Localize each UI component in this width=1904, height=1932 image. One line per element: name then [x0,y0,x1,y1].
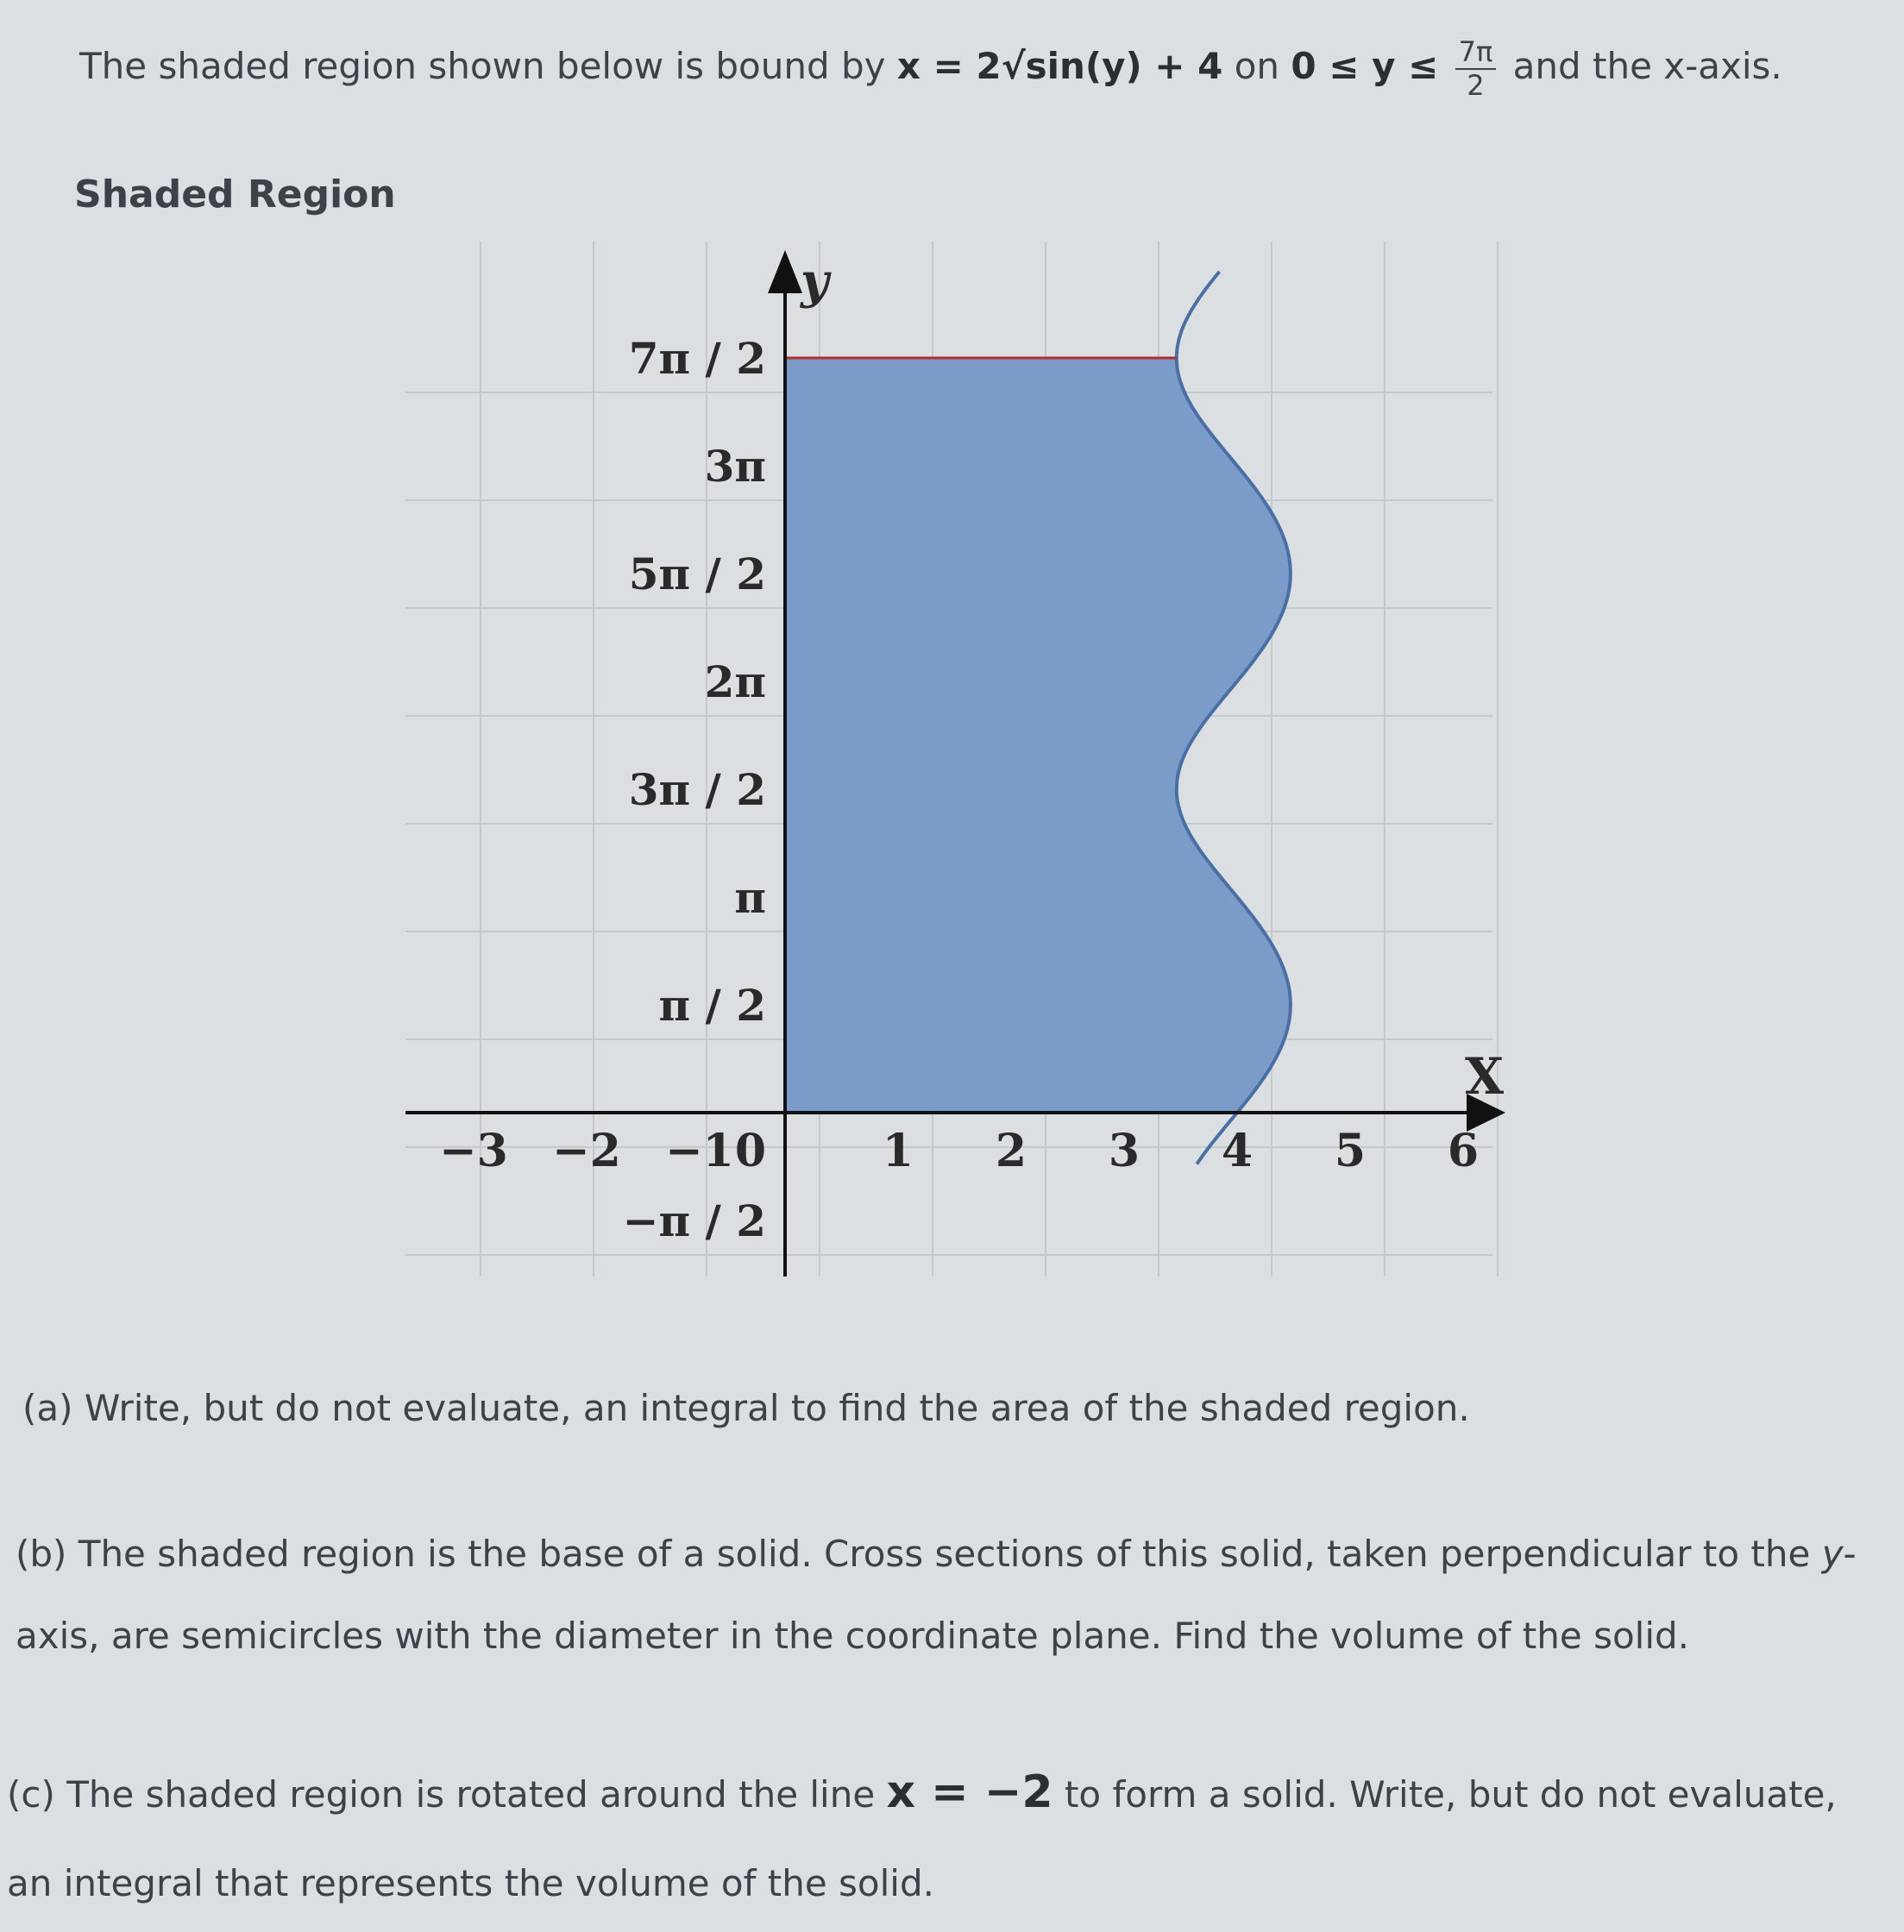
problem-statement [79,34,1848,101]
y-tick-label: 7π / 2 [628,333,766,384]
interval-numerator: 7π [1455,36,1497,70]
x-tick-label: 6 [1447,1125,1480,1177]
y-tick-label: −π / 2 [622,1195,766,1246]
x-tick-label: −3 [439,1125,508,1177]
y-tick-label: 3π / 2 [628,764,766,815]
question-b [16,1514,1888,1677]
question-c [7,1742,1888,1925]
question-c-start: (c) The shaded region is rotated around the line [7,1773,887,1816]
interval-denominator: 2 [1467,68,1485,102]
x-tick-labels [439,1125,1479,1177]
question-c-end: to form a solid. Write, but do not evaluate, an integral that represents the volume of the solid. [7,1773,1837,1904]
y-axis-label: y [801,253,829,310]
y-axis-arrow [768,250,802,293]
question-b-axis: y [1821,1533,1844,1575]
y-tick-labels [623,333,766,1246]
question-c-line: x = −2 [886,1766,1053,1818]
y-tick-label: π / 2 [658,980,766,1031]
intro-start: The shaded region shown below is bound by [79,45,886,87]
interval-lhs: 0 ≤ y ≤ [1291,45,1439,87]
x-tick-label: 5 [1334,1125,1367,1177]
x-tick-label: 1 [882,1125,914,1177]
intro-end: and the x-axis. [1512,45,1782,87]
question-b-start: (b) The shaded region is the base of a solid. Cross sections of this solid, taken perpendicular to the [16,1533,1822,1575]
question-b-end: -axis, are semicircles with the diameter in the coordinate plane. Find the volume of the solid. [16,1533,1857,1657]
on-word: on [1234,45,1280,87]
figure-heading: Shaded Region [74,172,396,216]
question-a: (a) Write, but do not evaluate, an integral to find the area of the shaded region. [22,1387,1470,1429]
x-tick-label: 4 [1221,1125,1254,1177]
x-tick-label: 2 [995,1125,1027,1177]
x-tick-label: −1 [665,1125,734,1177]
x-tick-label: 0 [734,1125,767,1177]
y-tick-label: 2π [704,656,766,707]
shaded-region [785,358,1291,1113]
x-tick-label: 3 [1108,1125,1141,1177]
x-axis-label: X [1465,1047,1505,1106]
x-tick-label: −2 [552,1125,621,1177]
interval-fraction [1455,36,1497,102]
y-tick-label: π [734,872,766,923]
y-tick-label: 5π / 2 [628,549,766,599]
equation: x = 2√sin(y) + 4 [896,45,1223,87]
y-tick-label: 3π [704,441,766,492]
shaded-region-graph [397,224,1510,1294]
